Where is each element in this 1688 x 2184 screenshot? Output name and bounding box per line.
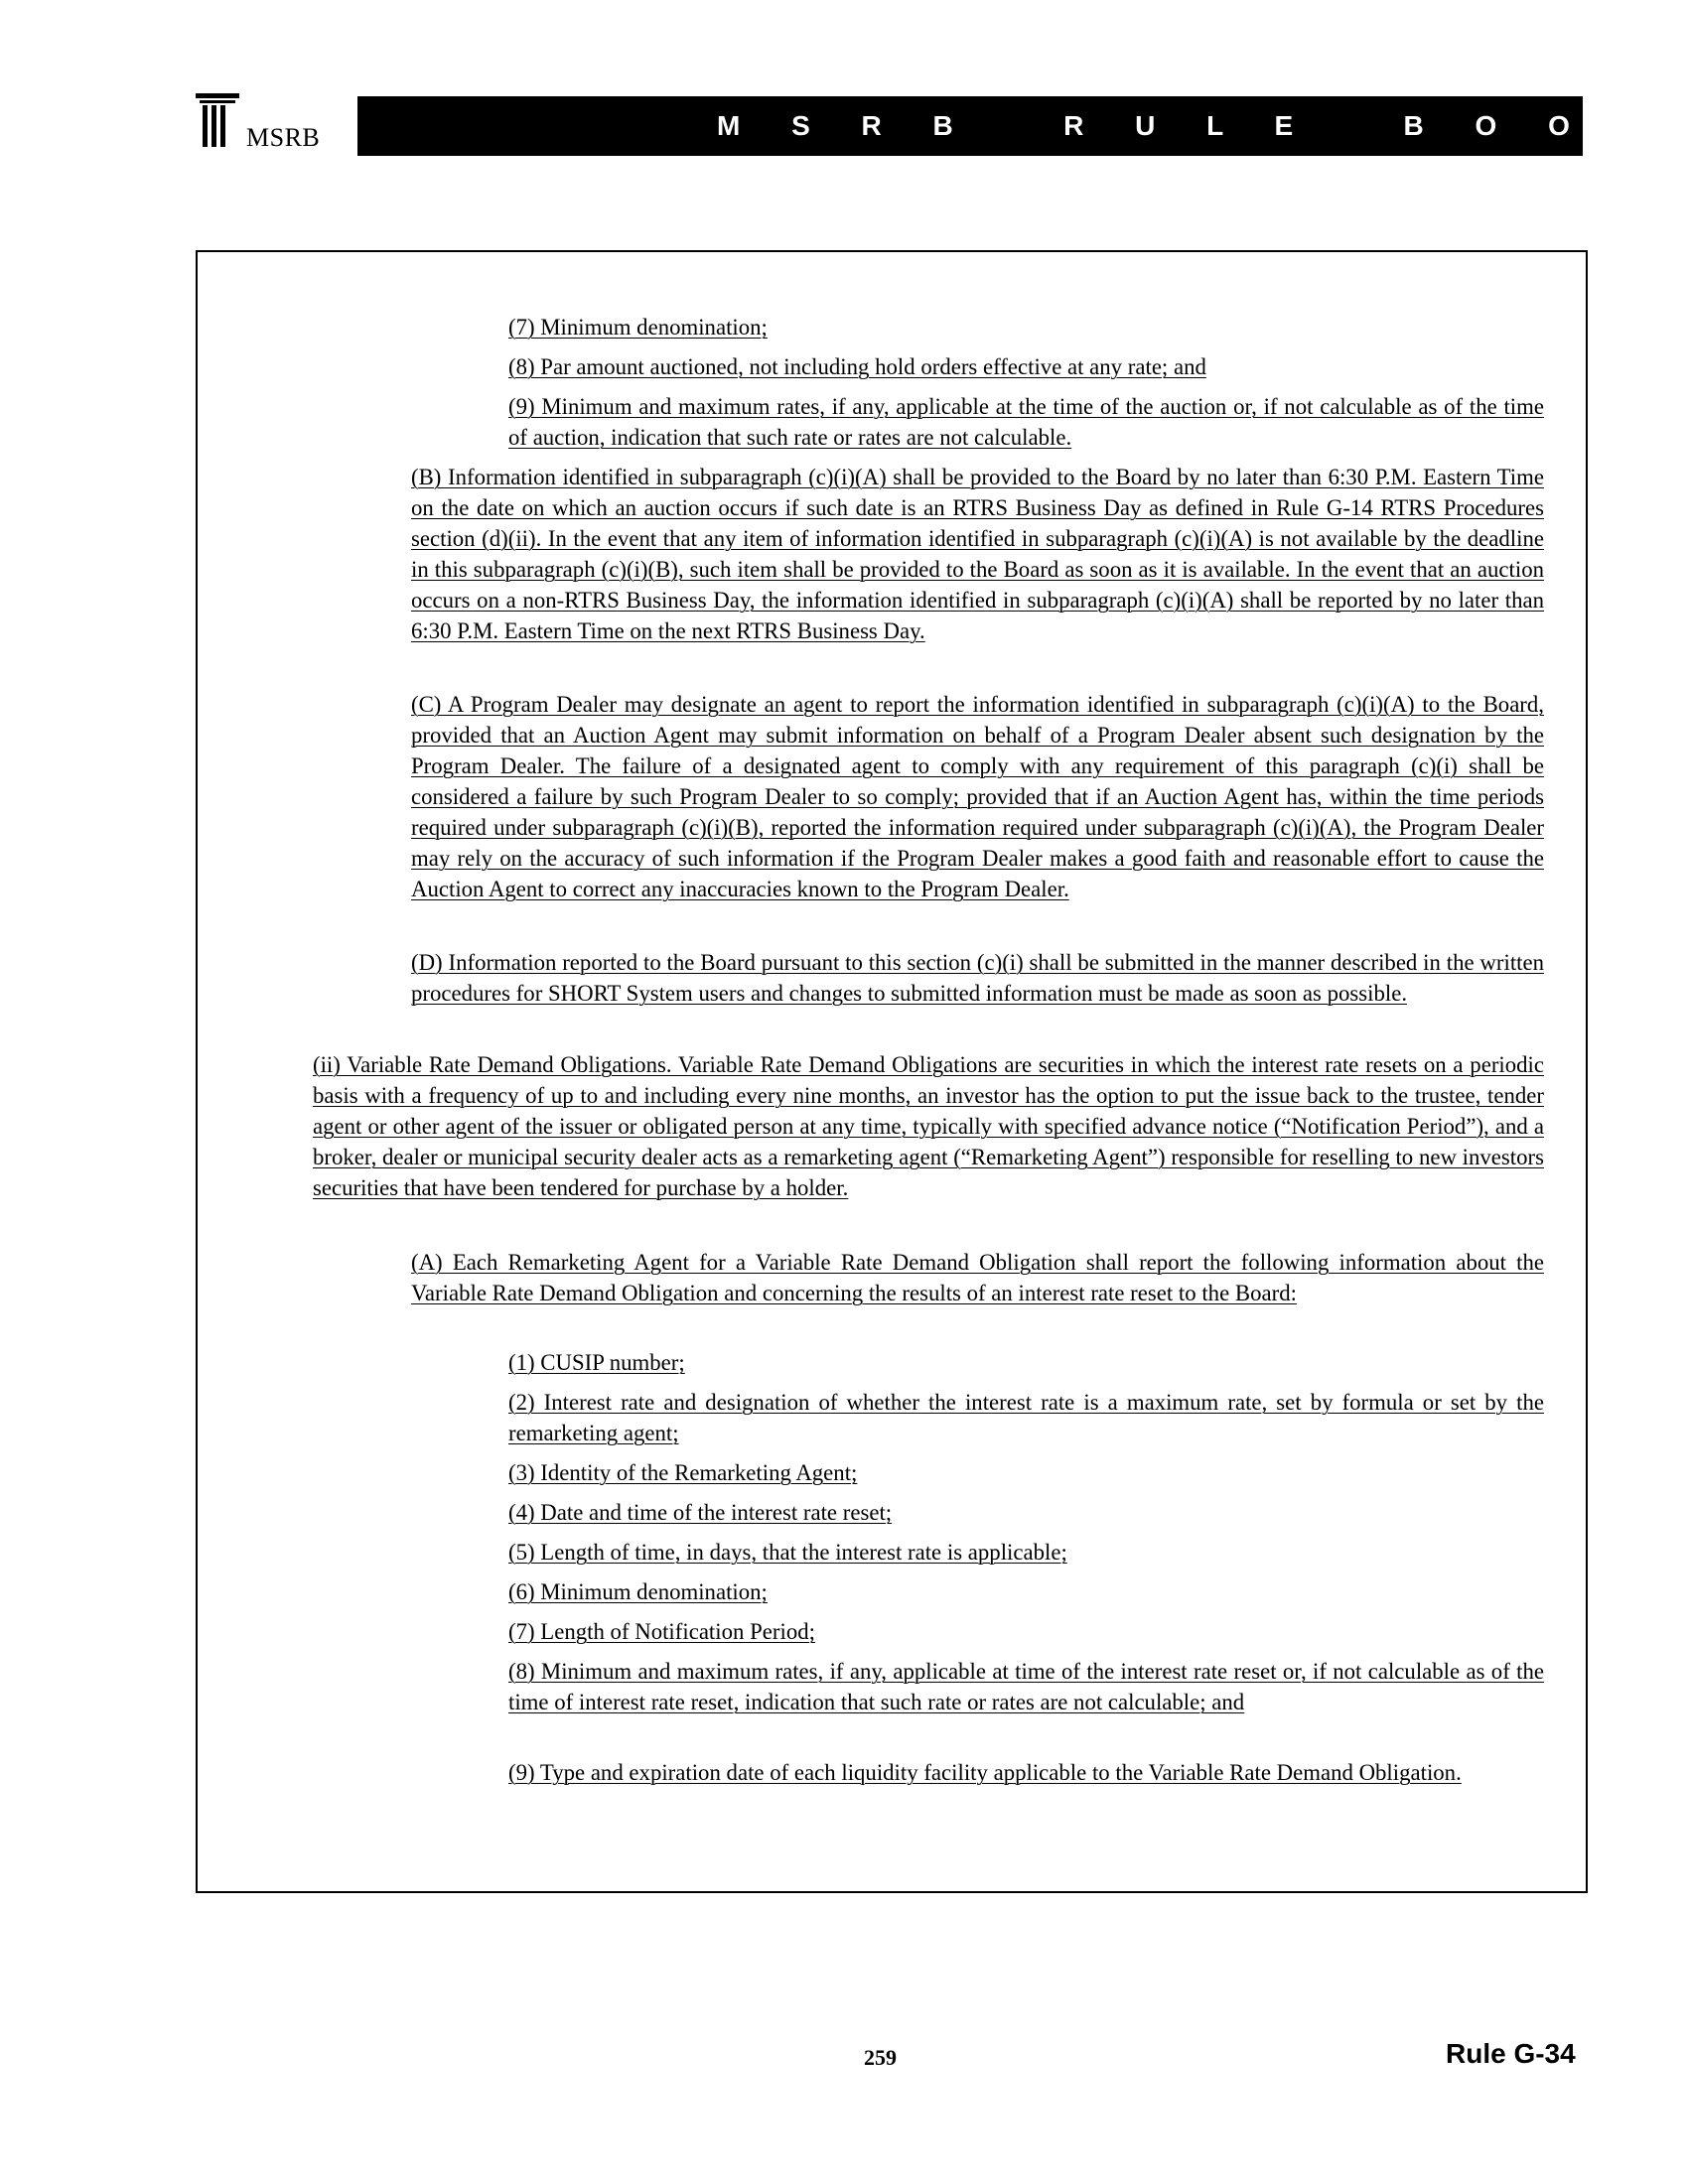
- column-icon: [194, 91, 243, 151]
- clause-a8: (8) Par amount auctioned, not including hold orders effective at any rate; and: [508, 354, 1206, 379]
- item-3: (3) Identity of the Remarketing Agent;: [508, 1460, 858, 1485]
- clause-d: (D) Information reported to the Board pursuant to this section (c)(i) shall be submitted in the manner described in the written procedures for SHORT System users and changes to submitted information must be made as soon as possible.: [411, 950, 1544, 1006]
- item-4: (4) Date and time of the interest rate reset;: [508, 1500, 893, 1525]
- clause-b: (B) Information identified in subparagraph (c)(i)(A) shall be provided to the Board by no later than 6:30 P.M. Eastern Time on the date on which an auction occurs if such date is an RTRS Business Day as defined in Rule G-14 RTRS Procedures section (d)(ii). In the event that any item of information identified in subparagraph (c)(i)(A) is not available by the deadline in this subparagraph (c)(i)(B), such item shall be provided to the Board as soon as it is available. In the event that an auction occurs on a non-RTRS Business Day, the information identified in subparagraph (c)(i)(A) shall be reported by no later than 6:30 P.M. Eastern Time on the next RTRS Business Day.: [411, 465, 1544, 643]
- page-number: 259: [864, 2045, 897, 2070]
- item-8: (8) Minimum and maximum rates, if any, applicable at time of the interest rate reset or, if not calculable as of the time of interest rate reset, indication that such rate or rates are not calculable; and: [508, 1659, 1544, 1714]
- logo-text: MSRB: [246, 123, 321, 152]
- section-ii: (ii) Variable Rate Demand Obligations. Variable Rate Demand Obligations are securities in which the interest rate resets on a periodic basis with a frequency of up to and including every nine months, an investor has the option to put the issue back to the trustee, tender agent or other agent of the issuer or obligated person at any time, typically with specified advance notice (“Notification Period”), and a broker, dealer or municipal security dealer acts as a remarketing agent (“Remarketing Agent”) responsible for reselling to new investors securities that have been tendered for purchase by a holder.: [313, 1052, 1544, 1200]
- item-1: (1) CUSIP number;: [508, 1350, 685, 1375]
- clause-ii-a: (A) Each Remarketing Agent for a Variable Rate Demand Obligation shall report the following information about the Variable Rate Demand Obligation and concerning the results of an interest rate reset to the Board:: [411, 1250, 1544, 1305]
- banner-title: M S R B R U L E B O O K: [717, 110, 1663, 141]
- item-9: (9) Type and expiration date of each liquidity facility applicable to the Variable Rate Demand Obligation.: [508, 1760, 1462, 1785]
- item-5: (5) Length of time, in days, that the interest rate is applicable;: [508, 1540, 1067, 1565]
- header-banner: [357, 96, 1663, 156]
- clause-c: (C) A Program Dealer may designate an agent to report the information identified in subparagraph (c)(i)(A) to the Board, provided that an Auction Agent may submit information on behalf of a Program Dealer absent such designation by the Program Dealer. The failure of a designated agent to comply with any requirement of this paragraph (c)(i) shall be considered a failure by such Program Dealer to so comply; provided that if an Auction Agent has, within the time periods required under subparagraph (c)(i)(B), reported the information required under subparagraph (c)(i)(A), the Program Dealer may rely on the accuracy of such information if the Program Dealer makes a good faith and reasonable effort to cause the Auction Agent to correct any inaccuracies known to the Program Dealer.: [411, 692, 1544, 901]
- item-6: (6) Minimum denomination;: [508, 1579, 768, 1604]
- rule-label: Rule G-34: [1446, 2038, 1576, 2069]
- item-7: (7) Length of Notification Period;: [508, 1619, 815, 1644]
- msrb-logo: [194, 91, 343, 161]
- item-2: (2) Interest rate and designation of whether the interest rate is a maximum rate, set by formula or set by the remarketing agent;: [508, 1390, 1544, 1445]
- clause-a9: (9) Minimum and maximum rates, if any, applicable at the time of the auction or, if not calculable as of the time of auction, indication that such rate or rates are not calculable.: [508, 394, 1544, 450]
- clause-a7: (7) Minimum denomination;: [508, 315, 768, 340]
